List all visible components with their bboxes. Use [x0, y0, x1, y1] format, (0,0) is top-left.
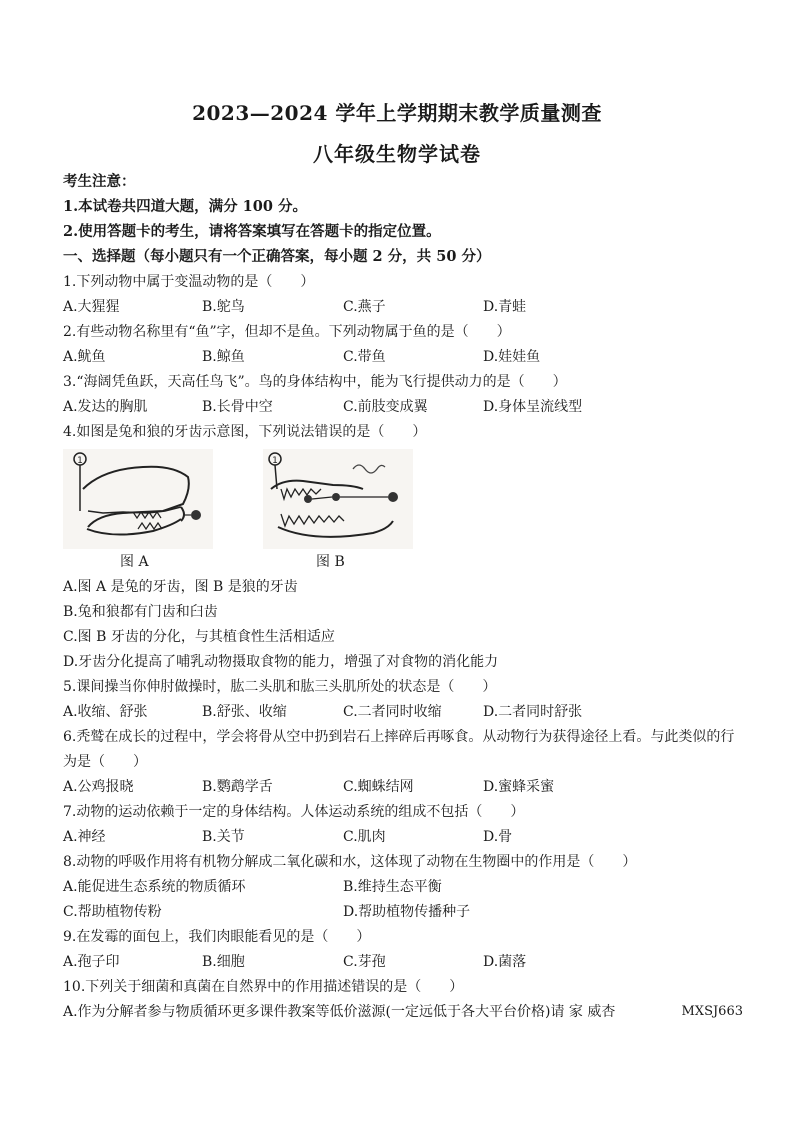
question-4-option-d: D.牙齿分化提高了哺乳动物摄取食物的能力，增强了对食物的消化能力	[63, 654, 499, 670]
question-4-option-c: C.图 B 牙齿的分化，与其植食性生活相适应	[63, 629, 335, 645]
question-7-stem: 7.动物的运动依赖于一定的身体结构。人体运动系统的组成不包括（ ）	[63, 804, 525, 820]
question-10-stem: 10.下列关于细菌和真菌在自然界中的作用描述错误的是（ ）	[63, 979, 464, 995]
notice-heading: 考生注意：	[63, 173, 136, 190]
question-8-options-row-1	[63, 877, 743, 897]
option-d: D.娃娃鱼	[483, 349, 541, 365]
option-c: C.前肢变成翼	[343, 399, 428, 415]
option-d: D.骨	[483, 829, 513, 845]
option-d: D.帮助植物传播种子	[343, 904, 471, 920]
option-a: A.鱿鱼	[63, 349, 106, 365]
notice-item-2: 2.使用答题卡的考生，请将答案填写在答题卡的指定位置。	[63, 223, 441, 240]
question-3-options	[63, 397, 743, 417]
option-d: D.身体呈流线型	[483, 399, 583, 415]
question-9-options	[63, 952, 743, 972]
wolf-teeth-figure	[263, 449, 413, 549]
question-4-stem: 4.如图是兔和狼的牙齿示意图，下列说法错误的是（ ）	[63, 424, 427, 440]
question-4-option-b: B.兔和狼都有门齿和臼齿	[63, 604, 218, 620]
figure-b-caption: 图 B	[316, 554, 345, 570]
question-5-options	[63, 702, 743, 722]
option-b: B.鸵鸟	[202, 299, 245, 315]
svg-text:1: 1	[272, 456, 278, 466]
option-c: C.蜘蛛结网	[343, 779, 414, 795]
option-c: C.肌肉	[343, 829, 386, 845]
question-2-stem: 2.有些动物名称里有“鱼”字，但却不是鱼。下列动物属于鱼的是（ ）	[63, 324, 511, 340]
option-b: B.维持生态平衡	[343, 879, 442, 895]
option-a: A.孢子印	[63, 954, 120, 970]
option-c: C.芽孢	[343, 954, 386, 970]
question-6-options	[63, 777, 743, 797]
option-a: A.能促进生态系统的物质循环	[63, 879, 246, 895]
option-b: B.关节	[202, 829, 245, 845]
figure-a-caption: 图 A	[120, 554, 149, 570]
rabbit-teeth-figure	[63, 449, 213, 549]
document-code: MXSJ663	[681, 1004, 743, 1019]
exam-title: 2023—2024 学年上学期期末教学质量测查	[192, 101, 602, 125]
question-9-stem: 9.在发霉的面包上，我们肉眼能看见的是（ ）	[63, 929, 371, 945]
question-2-options	[63, 347, 743, 367]
question-7-options	[63, 827, 743, 847]
question-10-last-line	[63, 1002, 743, 1022]
option-d: D.青蛙	[483, 299, 527, 315]
question-5-stem: 5.课间操当你伸肘做操时，肱二头肌和肱三头肌所处的状态是（ ）	[63, 679, 497, 695]
question-3-stem: 3.“海阔凭鱼跃，天高任鸟飞”。鸟的身体结构中，能为飞行提供动力的是（ ）	[63, 374, 567, 390]
option-a: A.收缩、舒张	[63, 704, 148, 720]
option-a: A.发达的胸肌	[63, 399, 148, 415]
question-8-options-row-2	[63, 902, 743, 922]
option-b: B.鲸鱼	[202, 349, 245, 365]
option-a: A.作为分解者参与物质循环更多课件教案等低价滋源(一定远低于各大平台价格)请 家 威杏	[63, 1004, 616, 1020]
svg-text:1: 1	[77, 456, 83, 466]
option-c: C.二者同时收缩	[343, 704, 442, 720]
question-6-stem-line-2: 为是（ ）	[63, 754, 147, 770]
option-b: B.舒张、收缩	[202, 704, 287, 720]
option-a: A.大猩猩	[63, 299, 120, 315]
exam-subtitle: 八年级生物学试卷	[313, 142, 481, 166]
question-8-stem: 8.动物的呼吸作用将有机物分解成二氧化碳和水，这体现了动物在生物圈中的作用是（ ）	[63, 854, 637, 870]
notice-item-1: 1.本试卷共四道大题，满分 100 分。	[63, 198, 307, 215]
option-c: C.燕子	[343, 299, 386, 315]
option-a: A.公鸡报晓	[63, 779, 134, 795]
option-b: B.长骨中空	[202, 399, 273, 415]
question-6-stem-line-1: 6.秃鹫在成长的过程中，学会将骨从空中扔到岩石上摔碎后再啄食。从动物行为获得途径上看。与此类似的行	[63, 729, 735, 745]
option-b: B.鹦鹉学舌	[202, 779, 273, 795]
option-a: A.神经	[63, 829, 106, 845]
question-4-option-a: A.图 A 是兔的牙齿，图 B 是狼的牙齿	[63, 579, 298, 595]
section-heading: 一、选择题（每小题只有一个正确答案，每小题 2 分，共 50 分）	[63, 248, 491, 265]
option-b: B.细胞	[202, 954, 245, 970]
question-1-stem: 1.下列动物中属于变温动物的是（ ）	[63, 274, 315, 290]
option-d: D.菌落	[483, 954, 527, 970]
option-d: D.蜜蜂采蜜	[483, 779, 555, 795]
option-c: C.带鱼	[343, 349, 386, 365]
option-d: D.二者同时舒张	[483, 704, 583, 720]
option-c: C.帮助植物传粉	[63, 904, 162, 920]
question-1-options	[63, 297, 743, 317]
